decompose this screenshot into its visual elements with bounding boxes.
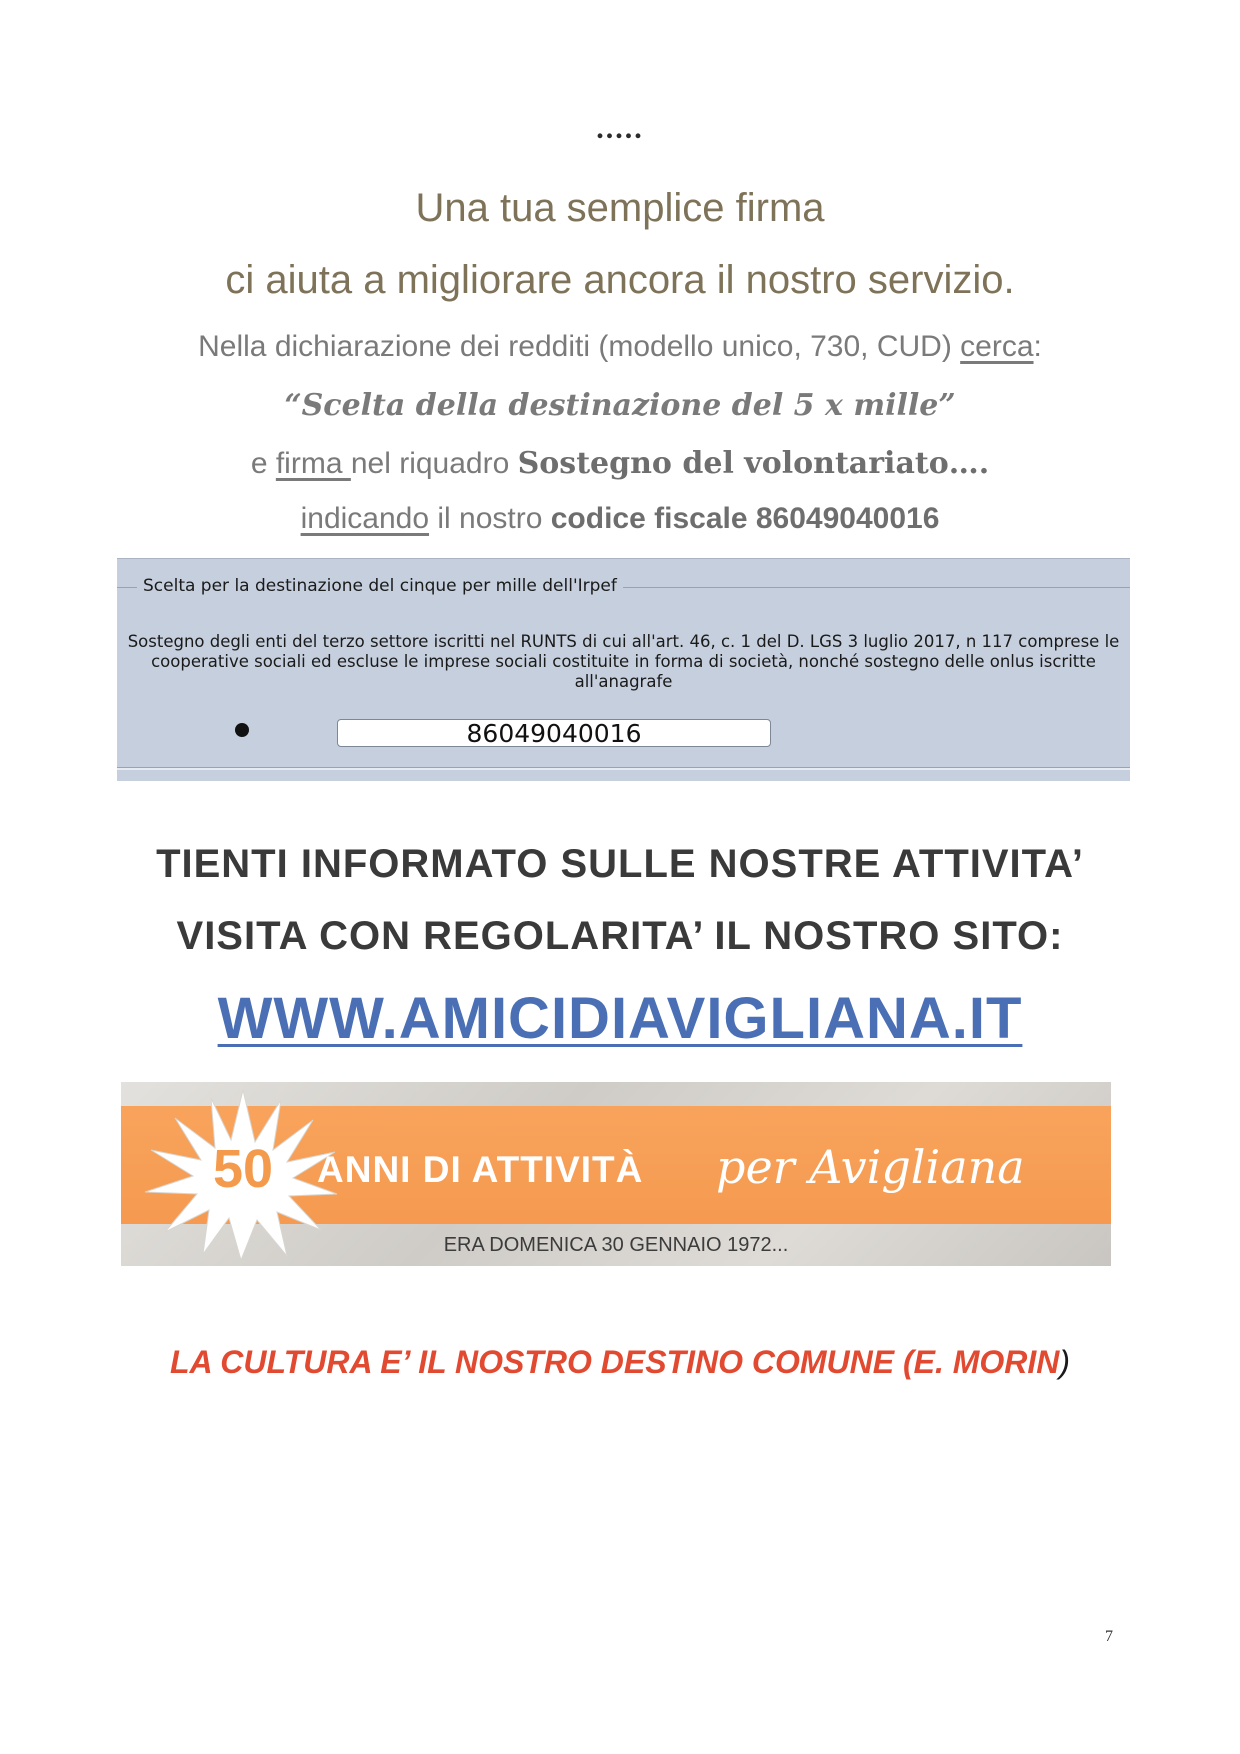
cinque-per-mille-form <box>117 558 1130 781</box>
intro-paragraph <box>0 330 1240 364</box>
intro-text: Nella dichiarazione dei redditi (modello unico, 730, CUD) <box>198 330 961 363</box>
headline-line-1: Una tua semplice firma <box>415 186 825 230</box>
indicando-link[interactable]: indicando <box>300 502 430 535</box>
firma-strong: Sostegno del volontariato…. <box>517 446 990 481</box>
anniversary-banner <box>121 1082 1111 1266</box>
website-link[interactable] <box>0 985 1240 1052</box>
promo-line-1: TIENTI INFORMATO SULLE NOSTRE ATTIVITA’ <box>156 842 1084 886</box>
intro-colon: : <box>1033 330 1042 363</box>
firma-link[interactable]: firma <box>275 447 351 480</box>
headline-line-2: ci aiuta a migliorare ancora il nostro servizio. <box>225 258 1015 302</box>
website-link-text[interactable]: WWW.AMICIDIAVIGLIANA.IT <box>217 986 1023 1051</box>
form-description: Sostegno degli enti del terzo settore iscritti nel RUNTS di cui all'art. 46, c. 1 del D. LGS 3 luglio 2017, n 117 comprese le cooperative sociali ed escluse le imprese sociali costituite in forma di società, nonché sostegno delle onlus iscritte all'anagrafe <box>127 632 1120 691</box>
firma-mid: nel riquadro <box>350 447 518 480</box>
firma-pre: e <box>250 447 276 480</box>
selection-radio[interactable] <box>235 723 249 737</box>
motto <box>0 1344 1240 1381</box>
codice-mid: il nostro <box>429 502 551 535</box>
codice-fiscale-field[interactable]: 86049040016 <box>337 719 771 747</box>
motto-close-paren: ) <box>1059 1344 1071 1380</box>
form-legend: Scelta per la destinazione del cinque per mille dell'Irpef <box>137 576 623 596</box>
cerca-link[interactable]: cerca <box>960 330 1034 363</box>
ellipsis-dots: ..... <box>596 112 644 145</box>
form-frame-bottom <box>117 767 1130 770</box>
scelta-quote: “Scelta della destinazione del 5 x mille” <box>284 388 956 423</box>
banner-number: 50 <box>212 1139 274 1199</box>
banner-subtitle: ERA DOMENICA 30 GENNAIO 1972... <box>443 1234 789 1256</box>
motto-text: LA CULTURA E’ IL NOSTRO DESTINO COMUNE (E. MORIN <box>169 1344 1060 1380</box>
promo-line-2: VISITA CON REGOLARITA’ IL NOSTRO SITO: <box>176 914 1064 958</box>
page-number: 7 <box>1105 1628 1113 1645</box>
codice-strong: codice fiscale 86049040016 <box>550 502 940 535</box>
banner-script-text: per Avigliana <box>716 1140 1025 1194</box>
banner-main-text: ANNI DI ATTIVITÀ <box>317 1149 644 1190</box>
codice-paragraph <box>0 502 1240 536</box>
firma-paragraph <box>0 446 1240 481</box>
